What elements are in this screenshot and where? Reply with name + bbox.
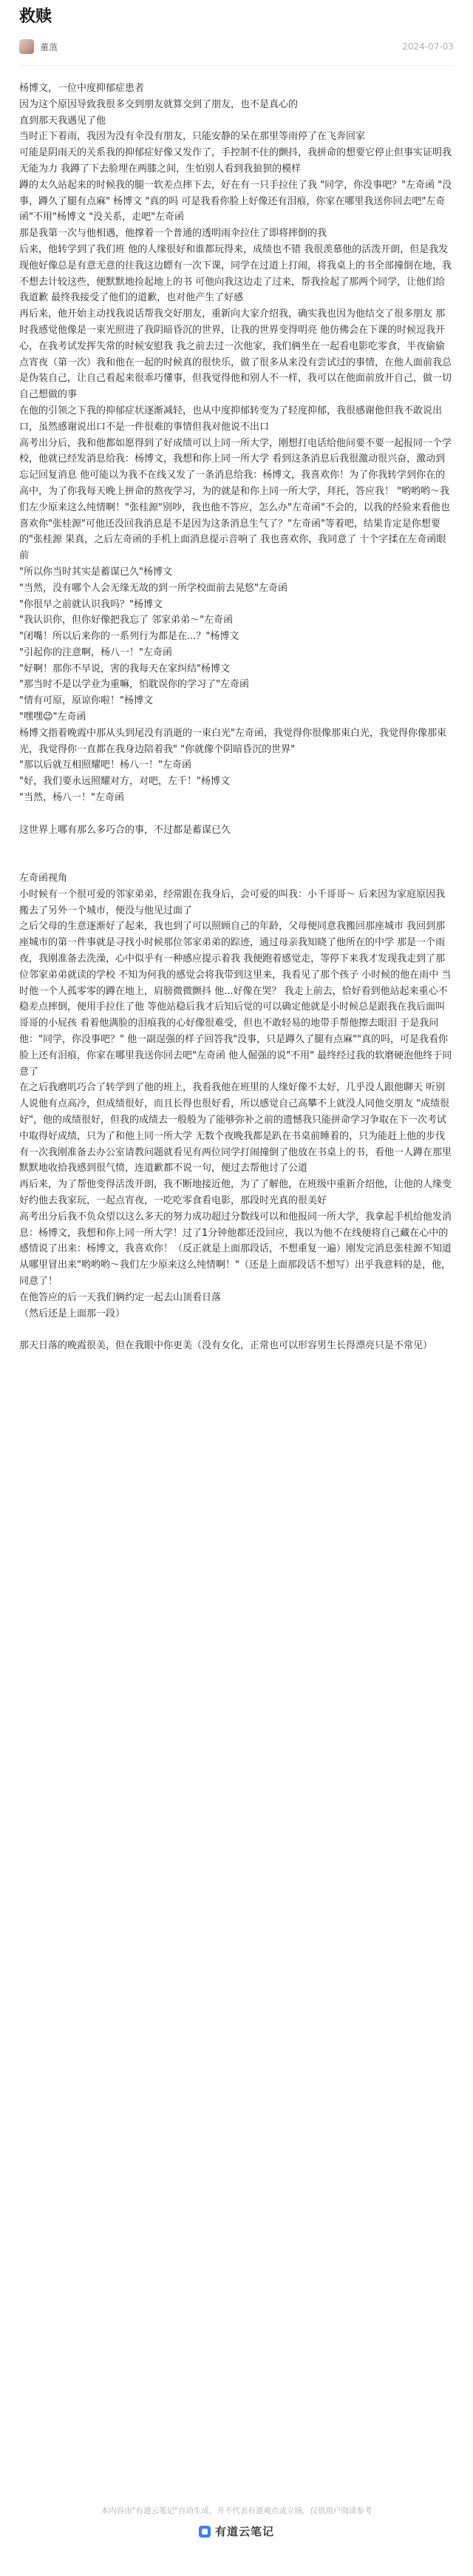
- paragraph: 之后父母的生意逐渐好了起来，我也到了可以照顾自己的年龄，父母便同意我搬回那座城市 我回到那座城市的第一件事就是寻找小时候那位邻家弟弟的踪迹，通过母亲我知晓了他所在的中学 那是一个雨夜，我刚准备去洗澡，心中似乎有一种感应提示着我 我便跑着感觉走，等停下来我才发现我走到了那位邻家弟弟就读的学校 不知为何我的感觉会将我带到这里来，我看见了那个孩子 小时候的他在雨中 当时他一个人孤零零的蹲在地上，肩膀微微颤抖 他...好像在哭？ 我走上前去，恰好看到他站起来重心不稳差点摔倒，便用手拉住了他 等他站稳后我才后知后觉的可以确定他就是小时候总是跟我在我后面叫哥哥的小屁孩 看着他满脸的泪痕我的心好像很难受，但也不敢轻易的地带手帮他擦去眼泪 于是我问他："同学，你没事吧？" 他一副逞强的样子回答我"没事，只是蹲久了腿有点麻""真的吗，可是我看你脸上还有泪痕，你家在哪里我送你回去吧"左奇函 他人倔强的说"不用" 最终经过我的软磨硬泡他终于同意了: [19, 921, 452, 1078]
- paragraph: 后来，他转学到了我们班 他的人缘很好和谁都玩得来，成绩也不错 我很羡慕他的活泼开朗，但是我发现他好像总是有意无意的往我这边瞟有一次下课，同学在过道上打闹，将我桌上的书全部撞倒在地，我不想去计较这些，便默默地捡起地上的书 可他向我这边走了过来，帮我捡起了那两个同学，让他们给我道歉 最终我接受了他们的道歉，也对他产生了好感: [19, 243, 452, 304]
- note-body: [19, 81, 454, 1354]
- paragraph: "嘿嘿😉"左奇函: [19, 711, 86, 723]
- paragraph: "那当时不是以学业为重嘛，怕耽误你的学习了"左奇函: [19, 679, 249, 691]
- paragraph: 再后来，他开始主动找我说话帮我交好朋友，重新向大家介绍我，确实我也因为他结交了很多朋友 那时我感觉他像是一束光照进了我阴暗昏沉的世界，让我的世界变得明亮 他仿佛会在下课的时候逗我开心，在我考试发挥失常的时候安慰我 我之前去过一次他家，我们俩坐在一起看电影吃零食，半夜偷偷点宵夜（第一次）我和他在一起的时候真的很快乐，做了很多从来没有尝试过的事情，在他人面前我总是伪装自己，让自己看起来很乖巧懂事，但我觉得他和别人不一样，我可以在他面前放开自己，做一切自己想做的事: [19, 308, 452, 401]
- paragraph: [19, 854, 454, 871]
- paragraph: 在他的引领之下我的抑郁症状逐渐减轻，也从中度抑郁转变为了轻度抑郁，我很感谢他但我不敢说出口，虽然感谢说出口不是一件很难的事情但我对他说不出口: [19, 405, 443, 433]
- note-title: 救赎: [19, 7, 52, 26]
- paragraph: 杨博文，一位中度抑郁症患者: [19, 83, 145, 94]
- paragraph: 再后来，为了帮他变得活泼开朗，我不断地接近他，为了了解他，在班级中重新介绍他，让他的人缘变好约他去我家玩，一起点宵夜，一吃吃零食看电影，那段时光真的很美好: [19, 1179, 452, 1206]
- paragraph: 当时正下着雨，我因为没有伞没有朋友，只能安静的呆在那里等雨停了在飞奔回家: [19, 131, 366, 143]
- paragraph: "你很早之前就认识我吗？"杨博文: [19, 598, 163, 610]
- avatar[interactable]: [19, 39, 34, 54]
- paragraph: 小时候有一个很可爱的邻家弟弟，经常跟在我身后，会可爱的叫我：小千哥哥～ 后来因为家庭原因我搬去了另外一个城市，便没与他见过面了: [19, 888, 446, 916]
- paragraph: "好，我们要永远照耀对方，对吧，左千！"杨博文: [19, 776, 230, 788]
- paragraph: "闭嘴！所以后来你的一系列行为都是在...？"杨博文: [19, 631, 239, 643]
- paragraph: [19, 838, 454, 854]
- footer: [0, 2505, 473, 2576]
- paragraph: "我认识你，但你好像把我忘了 邻家弟弟～"左奇函: [19, 615, 234, 626]
- paragraph: "那以后就互相照耀吧！杨八一！"左奇函: [19, 760, 191, 771]
- paragraph: 在之后我磨叽巧合了转学到了他的班上，我看我他在班里的人缘好像不太好，几乎没人跟他聊天 听别人说他有点高冷，但成绩很好，而且长得也很好看，所以感觉自己高攀不上就没人同他交朋友 "成绩很好"，他的成绩很好，但我的成绩去一般般为了能够弥补之前的遗憾我只能拼命学习争取在下一次考试中取得好成绩，只为了和他上同一所大学 无数个夜晚我都是趴在书桌前睡着的，只为能赶上他的步伐: [19, 1082, 450, 1142]
- paragraph: 那天日落的晚霞很美，但在我眼中你更美（没有女化，正常也可以形容男生长得漂亮只是不常见）: [19, 1340, 433, 1352]
- paragraph: （然后还是上面那一段）: [19, 1308, 126, 1319]
- paragraph: 蹲的太久站起来的时候我的腿一软差点摔下去，好在有一只手拉住了我 "同学，你没事吧？"左奇函 "没事，蹲久了腿有点麻" 杨博文 "真的吗 可是我看你脸上好像还有泪痕，你家在哪里我送你回去吧"左奇函"不用"杨博文 "没关系，走吧"左奇函: [19, 179, 452, 223]
- paragraph: "引起你的注意啊，杨八一！"左奇函: [19, 646, 172, 658]
- paragraph: [19, 806, 454, 822]
- author-info[interactable]: [19, 39, 58, 54]
- paragraph: 有一次我刚准备去办公室请教问题就看见有两位同学打闹撞倒了他放在书桌上的书，看他一人蹲在那里默默地收拾我感到很气愤，连道歉都不说一句，便过去帮他讨了公道: [19, 1146, 452, 1174]
- note-date: 2024-07-03: [402, 41, 454, 52]
- paragraph: "当然，没有哪个人会无缘无故的到一所学校面前去晃悠"左奇函: [19, 582, 287, 594]
- paragraph: 直到那天我遇见了他: [19, 115, 106, 126]
- paragraph: "好啊！那你不早说，害的我每天在家纠结"杨博文: [19, 663, 230, 675]
- brand-name: 有道云笔记: [214, 2525, 274, 2538]
- paragraph: 高考出分后，我和他都如愿得到了好成绩可以上同一所大学，刚想打电话给他问要不要一起报同一个学校，他就已经发消息给我：杨博文，我想和你上同一所大学 看到这条消息后我很激动很兴奋，激动到忘记回复消息 他可能以为我不在线又发了一条消息给我：杨博文，我喜欢你！为了你我转学到你在的高中，为了你我每天晚上拼命的熬夜学习，为的就是和你上同一所大学，拜托，答应我！ "哟哟哟～我们左少原来这么纯情啊！"张桂源"别吵，我也他不答应，怎么办"左奇函"不会的，以我的经验来看他也喜欢你"张桂源"可他还没回我消息是不是因为这条消息生气了？"左奇函"等着吧，结果肯定是你想要的"张桂源 果真，之后左奇函的手机上面消息提示音响了 我也喜欢你，我同意了 十个字揉在左奇函眼前: [19, 437, 452, 562]
- paragraph: 可能是阴雨天的关系我的抑郁症好像又发作了，手控制不住的颤抖，我拼命的想要它停止但事实证明我无能为力 我蹲了下去脸埋在两膝之间，生怕别人看到我狼狈的模样: [19, 147, 452, 175]
- paragraph: 那是我第一次与他相遇，他撑着一个普通的透明雨伞拉住了即将摔倒的我: [19, 228, 327, 240]
- youdao-note-icon: [199, 2526, 211, 2538]
- paragraph: [19, 1322, 454, 1338]
- paragraph: 左奇函视角: [19, 873, 68, 885]
- paragraph: 在他答应的后一天我们俩约定一起去山顶看日落: [19, 1291, 222, 1303]
- paragraph: 因为这个原因导致我很多交到朋友就算交到了朋友，也不是真心的: [19, 98, 299, 110]
- brand-logo[interactable]: [199, 2523, 274, 2539]
- paragraph: "当然，杨八一！"左奇函: [19, 792, 124, 804]
- paragraph: "所以你当时其实是蓄谋已久"杨博文: [19, 566, 172, 578]
- paragraph: "情有可原，原谅你啦！"杨博文: [19, 695, 153, 707]
- note-meta: [19, 37, 454, 66]
- paragraph: 这世界上哪有那么多巧合的事，不过都是蓄谋已久: [19, 824, 231, 836]
- author-name[interactable]: 董蒗: [40, 41, 58, 53]
- footer-disclaimer: 本内容由"有道云笔记"自动生成，并不代表有道观点或立场，仅供用户阅读参考: [101, 2506, 372, 2515]
- paragraph: 杨博文指着晚霞中那从头到尾没有消逝的一束白光"左奇函，我觉得你很像那束白光，我觉得你像那束光，我觉得你一直都在我身边陪着我" "你就像个阴暗昏沉的世界": [19, 727, 446, 755]
- paragraph: 高考出分后我不负众望以这么多天的努力成功超过分数线可以和他报同一所大学，我拿起手机给他发消息：杨博文，我想和你上同一所大学！过了1分钟他都还没回应，我以为他不在线便将自己藏在心中的感情说了出来：杨博文，我喜欢你！（反正就是上面那段话，不想重复一遍）刚发完消息张桂源不知道从哪里冒出来"哟哟哟～我们左少原来这么纯情啊！"（还是上面那段话不想写）出乎我意料的是，他，同意了！: [19, 1211, 452, 1287]
